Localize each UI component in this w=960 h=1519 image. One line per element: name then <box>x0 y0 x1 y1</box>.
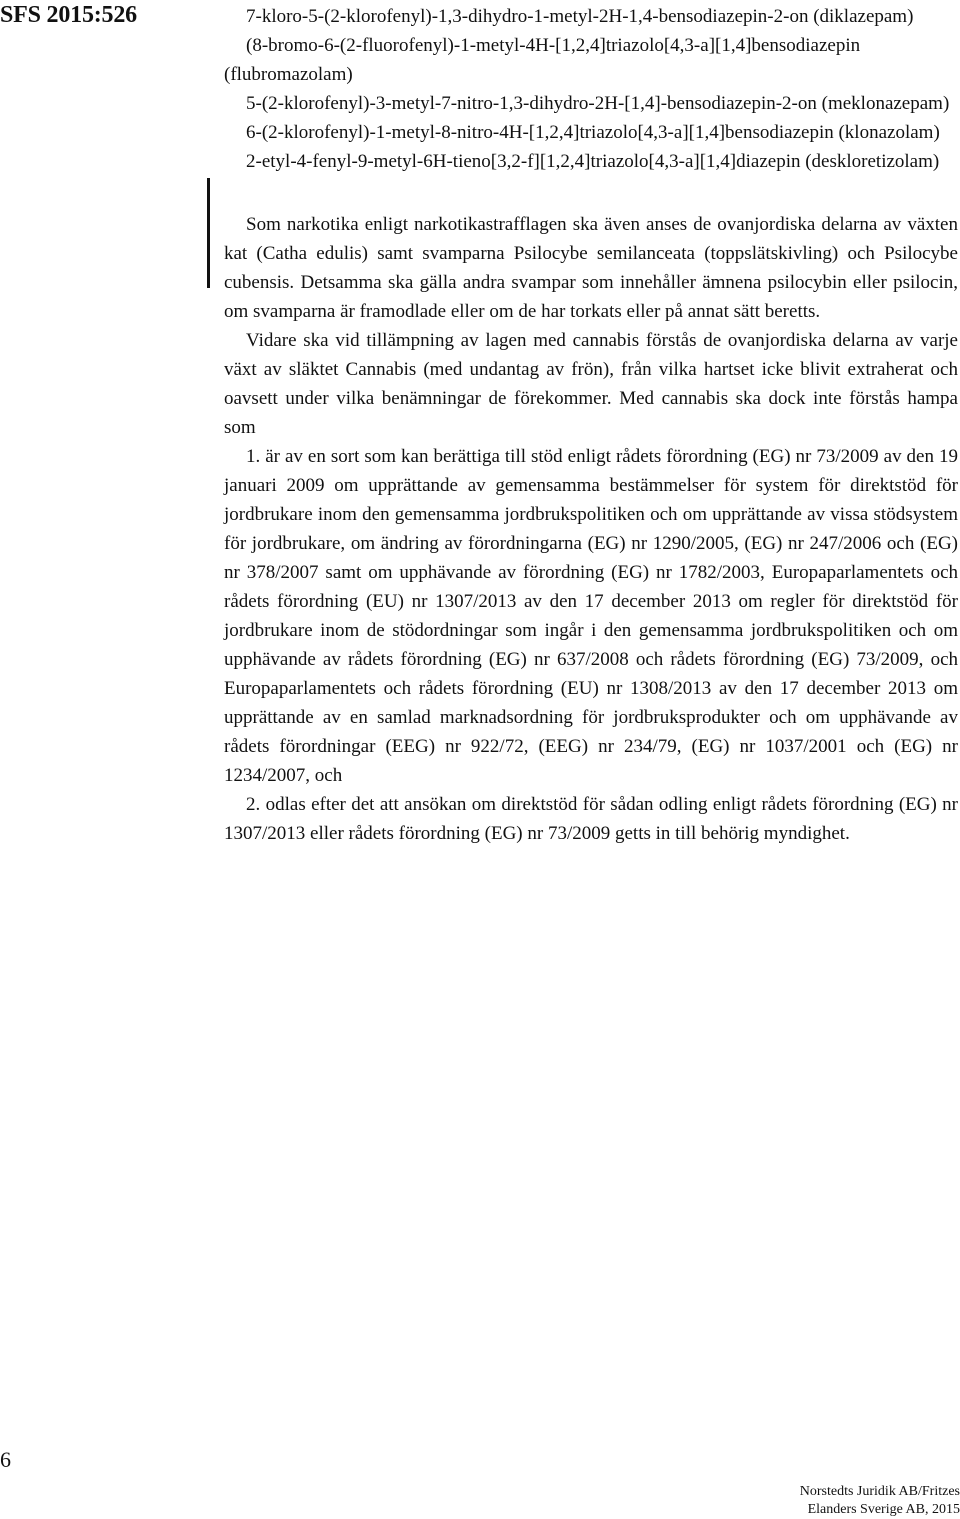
paragraph-cannabis: Vidare ska vid tillämpning av lagen med cannabis förstås de ovanjordiska delarna av varje växt av släktet Cannabis (med undantag av frön), från vilka hartset icke blivit extraherat och oavsett under vilka benämningar de förekommer. Med cannabis ska dock inte förstås hampa som <box>224 330 958 438</box>
imprint-line-2: Elanders Sverige AB, 2015 <box>807 1502 960 1517</box>
sfs-number: SFS 2015:526 <box>0 2 137 28</box>
list-item-2: 2. odlas efter det att ansökan om direktstöd för sådan odling enligt rådets förordning (EG) nr 1307/2013 eller rådets förordning (EG) nr 73/2009 getts in till behörig myndighet. <box>224 794 958 844</box>
imprint <box>800 1483 960 1519</box>
page-number: 6 <box>0 1447 11 1472</box>
paragraph-narkotika: Som narkotika enligt narkotikastrafflagen ska även anses de ovanjordiska delarna av växten kat (Catha edulis) samt svamparna Psilocybe semilanceata (toppslätskivling) och Psilocybe cubensis. Detsamma ska gälla andra svampar som innehåller ämnena psilocybin eller psilocin, om svamparna är framodlade eller om de har torkats eller på annat sätt beretts. <box>224 214 958 322</box>
list-item-1: 1. är av en sort som kan berättiga till stöd enligt rådets förordning (EG) nr 73/2009 av den 19 januari 2009 om upprättande av gemensamma bestämmelser för system för direktstöd för jordbrukare inom den gemensamma jordbrukspolitiken och om upprättande av vissa stödsystem för jordbrukare, om ändring av förordningarna (EG) nr 1290/2005, (EG) nr 247/2006 och (EG) nr 378/2007 samt om upphävande av förordning (EG) nr 1782/2003, Europaparlamentets och rådets förordning (EU) nr 1307/2013 av den 17 december 2013 om regler för direktstöd för jordbrukare inom de stödordningar som ingår i den gemensamma jordbrukspolitiken och om upphävande av rådets förordning (EG) nr 637/2008 och rådets förordning (EG) 73/2009, och Europaparlamentets och rådets förordning (EU) nr 1308/2013 av den 17 december 2013 om upprättande av en samlad marknadsordning för jordbruksprodukter och om upphävande av rådets förordningar (EEG) nr 922/72, (EEG) nr 234/79, (EG) nr 1037/2001 och (EG) nr 1234/2007, och <box>224 446 958 786</box>
substance-item: (8-bromo-6-(2-fluorofenyl)-1-metyl-4H-[1,2,4]triazolo[4,3-a][1,4]bensodiazepin (flubromazolam) <box>224 35 861 85</box>
substance-item: 5-(2-klorofenyl)-3-metyl-7-nitro-1,3-dihydro-2H-[1,4]-bensodiazepin-2-on (meklonazepam) <box>246 93 950 114</box>
substance-item: 7-kloro-5-(2-klorofenyl)-1,3-dihydro-1-metyl-2H-1,4-bensodiazepin-2-on (diklazepam) <box>246 6 914 27</box>
substance-item: 6-(2-klorofenyl)-1-metyl-8-nitro-4H-[1,2,4]triazolo[4,3-a][1,4]bensodiazepin (klonazolam) <box>246 122 940 143</box>
change-bar <box>207 178 210 288</box>
section-gap <box>224 176 958 210</box>
substance-item: 2-etyl-4-fenyl-9-metyl-6H-tieno[3,2-f][1,2,4]triazolo[4,3-a][1,4]diazepin (deskloretizolam) <box>246 151 940 172</box>
document-body <box>224 0 958 848</box>
imprint-line-1: Norstedts Juridik AB/Fritzes <box>799 1484 960 1499</box>
